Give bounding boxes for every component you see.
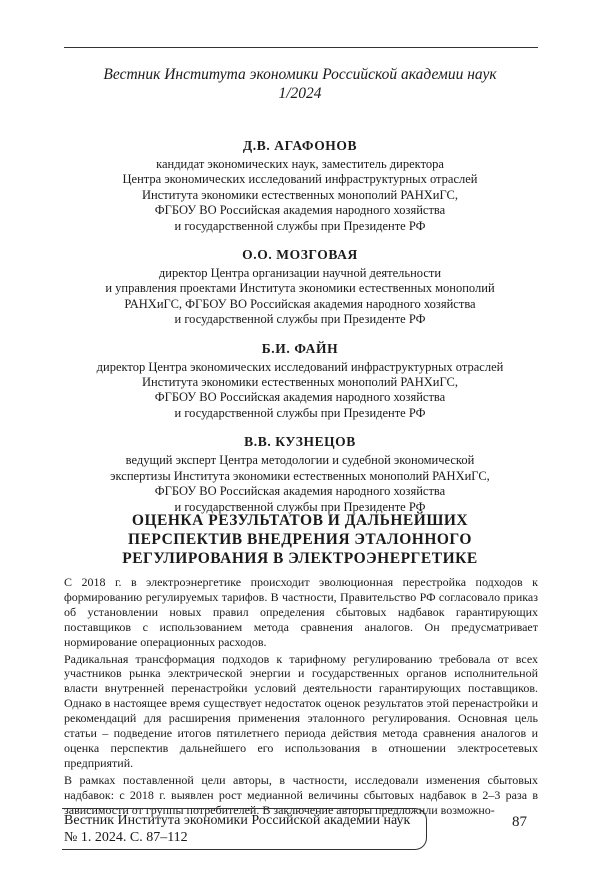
affiliation-line: директор Центра организации научной деятельности — [158, 266, 442, 281]
affiliation-line: экспертизы Института экономики естественных монополий РАНХиГС, — [110, 468, 490, 483]
author-mozgovaya — [60, 246, 540, 328]
abstract-paragraph: Радикальная трансформация подходов к тарифному регулированию требовала от всех участников рынка электрической энергии и государственных органов исполнительной власти внутренней перенастройки условий деятельности гарантирующих поставщиков. Однако в настоящее время существует недостаток оценок результатов этой перенастройки и рекомендаций для расширения применения эталонного регулирования. Основная цель статьи – подведение итогов пятилетнего периода действия метода сравнения аналогов и оценка перспектив дальнейшего его использования в отношении электросетевых предприятий. — [64, 651, 538, 770]
affiliation-line: и государственной службы при Президенте РФ — [174, 499, 426, 514]
author-name: В.В. КУЗНЕЦОВ — [244, 434, 356, 450]
footer-journal: Вестник Института экономики Российской академии наук — [64, 813, 411, 828]
affiliation-line: Института экономики естественных монополий РАНХиГС, — [141, 375, 459, 390]
affiliation-line: директор Центра экономических исследований инфраструктурных отраслей — [96, 359, 504, 374]
author-affiliation — [60, 453, 540, 515]
abstract-body — [64, 575, 538, 820]
abstract-paragraph: С 2018 г. в электроэнергетике происходит эволюционная перестройка подходов к формированию регулируемых тарифов. В частности, Правительство РФ согласовало приказ об установлении новых правил определения сбытовых надбавок гарантирующих поставщиков с использованием метода сравнения аналогов. Он предусматривает нормирование операционных расходов. — [64, 575, 538, 649]
authors-block — [60, 137, 540, 515]
affiliation-line: Института экономики естественных монополий РАНХиГС, — [141, 187, 459, 202]
affiliation-line: ФГБОУ ВО Российская академия народного хозяйства — [154, 203, 446, 218]
abstract-paragraph: В рамках поставленной цели авторы, в частности, исследовали изменения сбытовых надбавок: с 2018 г. выявлен рост медианной величины сбытовых надбавок в 2–3 раза в зависимости от группы потребителей. В заключение авторы предложили возможно- — [64, 772, 538, 817]
affiliation-line: ведущий эксперт Центра методологии и судебной экономической — [125, 453, 475, 468]
author-affiliation — [60, 266, 540, 328]
journal-issue: 1/2024 — [278, 85, 322, 102]
title-line: РЕГУЛИРОВАНИЯ В ЭЛЕКТРОЭНЕРГЕТИКЕ — [122, 550, 478, 567]
affiliation-line: РАНХиГС, ФГБОУ ВО Российская академия народного хозяйства — [124, 296, 476, 311]
author-name: Б.И. ФАЙН — [261, 340, 339, 356]
author-name: О.О. МОЗГОВАЯ — [242, 247, 358, 263]
title-line: ПЕРСПЕКТИВ ВНЕДРЕНИЯ ЭТАЛОННОГО — [128, 531, 472, 548]
affiliation-line: ФГБОУ ВО Российская академия народного хозяйства — [154, 390, 446, 405]
author-kuznetsov — [60, 433, 540, 515]
author-affiliation — [60, 157, 540, 234]
affiliation-line: кандидат экономических наук, заместитель директора — [156, 157, 444, 171]
affiliation-line: и государственной службы при Президенте РФ — [174, 218, 426, 233]
author-fain — [60, 340, 540, 422]
article-title — [60, 511, 540, 568]
author-name: Д.В. АГАФОНОВ — [242, 138, 358, 153]
footer-issue: № 1. 2024. С. 87–112 — [64, 830, 188, 845]
affiliation-line: и государственной службы при Президенте РФ — [174, 312, 426, 327]
author-agafonov — [60, 137, 540, 234]
author-affiliation — [60, 360, 540, 422]
affiliation-line: Центра экономических исследований инфраструктурных отраслей — [122, 172, 478, 187]
affiliation-line: и государственной службы при Президенте РФ — [174, 405, 426, 420]
title-line: ОЦЕНКА РЕЗУЛЬТАТОВ И ДАЛЬНЕЙШИХ — [131, 512, 469, 529]
affiliation-line: ФГБОУ ВО Российская академия народного хозяйства — [154, 484, 446, 499]
journal-title: Вестник Института экономики Российской академии наук — [103, 66, 497, 83]
affiliation-line: и управления проектами Института экономики естественных монополий — [105, 281, 495, 296]
top-rule — [64, 47, 538, 48]
page-number: 87 — [512, 814, 527, 830]
journal-header — [60, 65, 540, 103]
footer-citation — [64, 812, 410, 846]
